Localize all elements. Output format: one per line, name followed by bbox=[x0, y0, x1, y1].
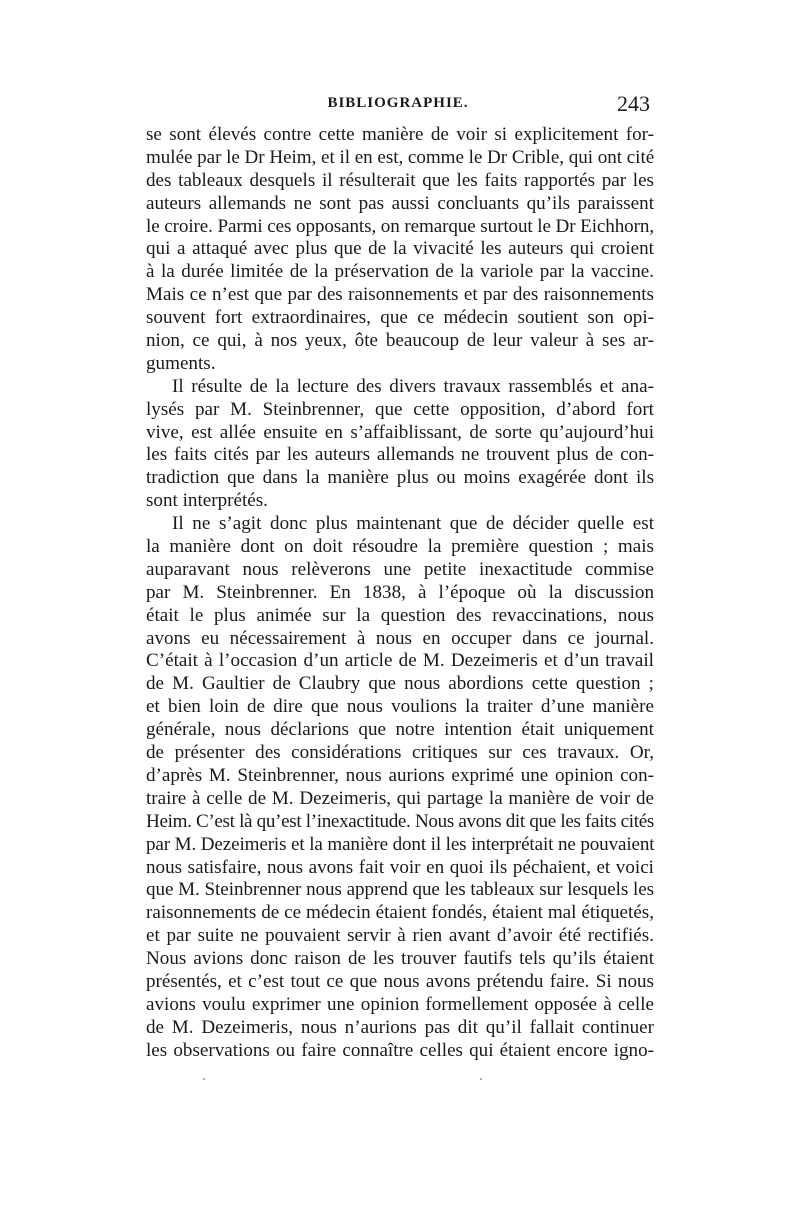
text-line: C’était à l’occasion d’un article de M. Dezeimeris et d’un travail bbox=[146, 650, 654, 672]
scan-specks bbox=[0, 1078, 800, 1088]
text-line: Nous avions donc raison de les trouver fautifs tels qu’ils étaient bbox=[146, 948, 654, 970]
body-text bbox=[146, 124, 654, 1063]
text-line: les observations ou faire connaître celles qui étaient encore igno- bbox=[146, 1039, 654, 1061]
text-line: et bien loin de dire que nous voulions la traiter d’une manière bbox=[146, 696, 654, 718]
text-line: présentés, et c’est tout ce que nous avons prétendu faire. Si nous bbox=[146, 970, 654, 992]
text-line: d’après M. Steinbrenner, nous aurions exprimé une opinion con- bbox=[146, 764, 654, 786]
text-line: Mais ce n’est que par des raisonnements et par des raisonnements bbox=[146, 284, 654, 306]
text-line: avons eu nécessairement à nous en occuper dans ce journal. bbox=[146, 627, 654, 649]
text-line: mulée par le Dr Heim, et il en est, comme le Dr Crible, qui ont cité bbox=[146, 146, 655, 168]
text-line: lysés par M. Steinbrenner, que cette opposition, d’abord fort bbox=[146, 398, 654, 420]
text-line: par M. Steinbrenner. En 1838, à l’époque où la discussion bbox=[146, 581, 654, 603]
running-title: BIBLIOGRAPHIE. bbox=[327, 95, 469, 111]
page-number: 243 bbox=[617, 91, 650, 116]
text-line: vive, est allée ensuite en s’affaiblissant, de sorte qu’aujourd’hui bbox=[146, 421, 654, 443]
text-line: générale, nous déclarions que notre intention était uniquement bbox=[146, 719, 654, 741]
text-line: qui a attaqué avec plus que de la vivacité les auteurs qui croient bbox=[146, 238, 654, 260]
text-line: nous satisfaire, nous avons fait voir en quoi ils péchaient, et voici bbox=[146, 856, 654, 878]
text-line: que M. Steinbrenner nous apprend que les tableaux sur lesquels les bbox=[146, 879, 654, 901]
text-line: des tableaux desquels il résulterait que les faits rapportés par les bbox=[146, 169, 654, 191]
scan-speck bbox=[203, 1078, 205, 1080]
text-line: auparavant nous relèverons une petite inexactitude commise bbox=[146, 558, 654, 580]
text-line: par M. Dezeimeris et la manière dont il les interprétait ne pouvaient bbox=[146, 833, 655, 855]
text-line: de M. Gaultier de Claubry que nous abordions cette question ; bbox=[146, 673, 654, 695]
text-line: et par suite ne pouvaient servir à rien avant d’avoir été rectifiés. bbox=[146, 925, 654, 947]
text-line: la manière dont on doit résoudre la première question ; mais bbox=[146, 536, 654, 558]
text-line: Il résulte de la lecture des divers travaux rassemblés et ana- bbox=[172, 375, 654, 397]
text-line: auteurs allemands ne sont pas aussi concluants qu’ils paraissent bbox=[146, 192, 654, 214]
text-line: était le plus animée sur la question des revaccinations, nous bbox=[146, 604, 654, 626]
text-line: avions voulu exprimer une opinion formellement opposée à celle bbox=[146, 993, 654, 1015]
text-line: Heim. C’est là qu’est l’inexactitude. Nous avons dit que les faits cités bbox=[146, 810, 654, 832]
scan-speck bbox=[480, 1078, 482, 1080]
text-line: traire à celle de M. Dezeimeris, qui partage la manière de voir de bbox=[146, 787, 654, 809]
text-line: Il ne s’agit donc plus maintenant que de décider quelle est bbox=[172, 513, 654, 535]
text-line: les faits cités par les auteurs allemands ne trouvent plus de con- bbox=[146, 444, 654, 466]
text-line: se sont élevés contre cette manière de voir si explicitement for- bbox=[146, 124, 654, 145]
text-line: guments. bbox=[146, 352, 216, 374]
text-line: nion, ce qui, à nos yeux, ôte beaucoup de leur valeur à ses ar- bbox=[146, 330, 654, 352]
text-line: le croire. Parmi ces opposants, on remarque surtout le Dr Eichhorn, bbox=[146, 215, 654, 237]
text-line: sont interprétés. bbox=[146, 490, 268, 512]
text-line: de présenter des considérations critiques sur ces travaux. Or, bbox=[146, 742, 654, 764]
text-line: de M. Dezeimeris, nous n’aurions pas dit qu’il fallait continuer bbox=[146, 1016, 654, 1038]
text-line: souvent fort extraordinaires, que ce médecin soutient son opi- bbox=[146, 307, 654, 329]
page-header bbox=[146, 91, 650, 123]
text-line: raisonnements de ce médecin étaient fondés, étaient mal étiquetés, bbox=[146, 902, 654, 924]
text-line: tradiction que dans la manière plus ou moins exagérée dont ils bbox=[146, 467, 654, 489]
text-line: à la durée limitée de la préservation de la variole par la vaccine. bbox=[146, 261, 654, 283]
